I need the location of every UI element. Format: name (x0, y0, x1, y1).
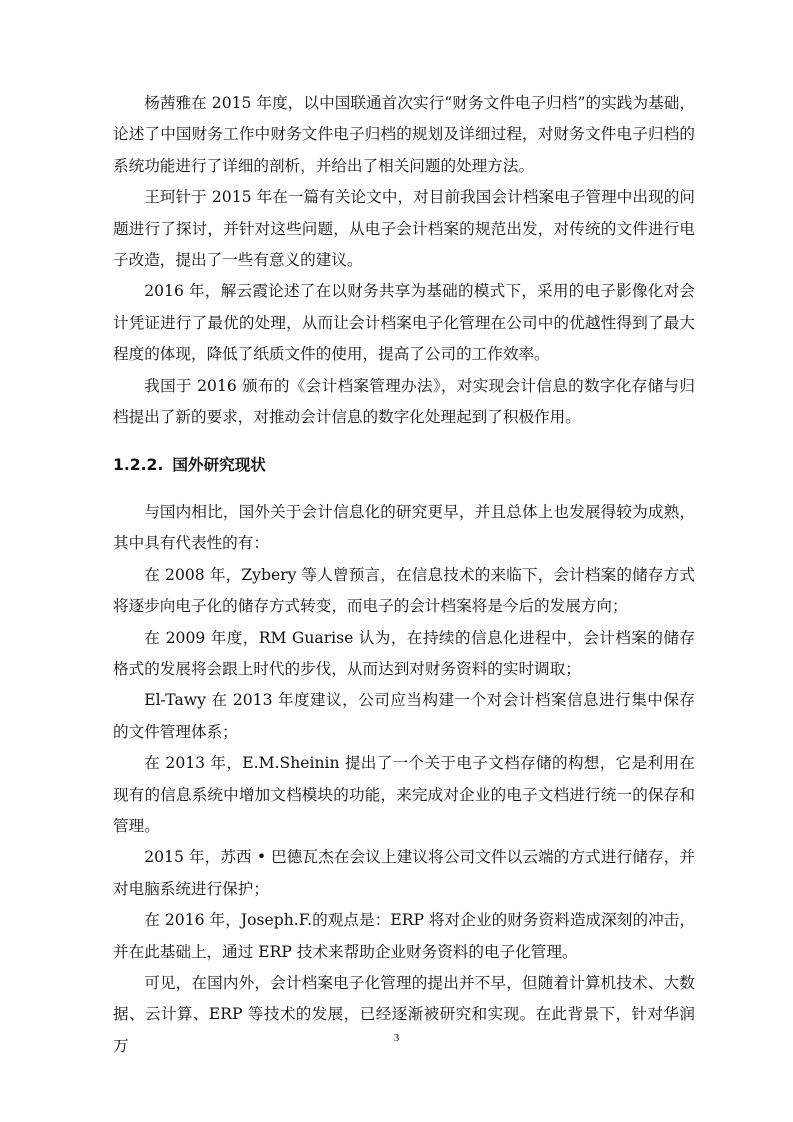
paragraph: 2016 年，解云霞论述了在以财务共享为基础的模式下，采用的电子影像化对会计凭证进行了最优的处理，从而让会计档案电子化管理在公司中的优越性得到了最大程度的体现，降低了纸质文件的使用，提高了公司的工作效率。 (113, 282, 695, 364)
paragraph: 在 2009 年度，RM Guarise 认为，在持续的信息化进程中，会计档案的储存格式的发展将会跟上时代的步伐，从而达到对财务资料的实时调取； (113, 628, 695, 678)
paragraph: 王珂针于 2015 年在一篇有关论文中，对目前我国会计档案电子管理中出现的问题进行了探讨，并针对这些问题，从电子会计档案的规范出发，对传统的文件进行电子改造，提出了一些有意义的建议。 (113, 188, 695, 270)
paragraph: 与国内相比，国外关于会计信息化的研究更早，并且总体上也发展得较为成熟，其中具有代表性的有： (113, 502, 695, 553)
paragraph: 在 2008 年，Zybery 等人曾预言，在信息技术的来临下，会计档案的储存方式将逐步向电子化的储存方式转变，而电子的会计档案将是今后的发展方向； (113, 565, 695, 616)
body-text (113, 88, 695, 1062)
paragraph: 我国于 2016 颁布的《会计档案管理办法》，对实现会计信息的数字化存储与归档提出了新的要求，对推动会计信息的数字化处理起到了积极作用。 (113, 376, 695, 427)
paragraph: 在 2016 年，Joseph.F.的观点是：ERP 将对企业的财务资料造成深刻的冲击，并在此基础上，通过 ERP 技术来帮助企业财务资料的电子化管理。 (113, 911, 695, 961)
section-heading-number: 1.2.2. (113, 456, 164, 475)
page-number: 3 (393, 1032, 400, 1044)
paragraph: 可见，在国内外，会计档案电子化管理的提出并不早，但随着计算机技术、大数据、云计算、ERP 等技术的发展，已经逐渐被研究和实现。在此背景下，针对华润万 (113, 973, 695, 1055)
paragraph: El-Tawy 在 2013 年度建议，公司应当构建一个对会计档案信息进行集中保存的文件管理体系； (113, 691, 695, 741)
section-heading (113, 450, 695, 481)
paragraph: 在 2013 年，E.M.Sheinin 提出了一个关于电子文档存储的构想，它是利用在现有的信息系统中增加文档模块的功能，来完成对企业的电子文档进行统一的保存和管理。 (113, 754, 695, 835)
section-heading-title: 国外研究现状 (172, 456, 266, 475)
paragraph: 2015 年，苏西 • 巴德瓦杰在会议上建议将公司文件以云端的方式进行储存，并对电脑系统进行保护； (113, 848, 695, 898)
paragraph: 杨茜雅在 2015 年度，以中国联通首次实行“财务文件电子归档”的实践为基础，论述了中国财务工作中财务文件电子归档的规划及详细过程，对财务文件电子归档的系统功能进行了详细的剖析，并给出了相关问题的处理方法。 (113, 94, 695, 175)
